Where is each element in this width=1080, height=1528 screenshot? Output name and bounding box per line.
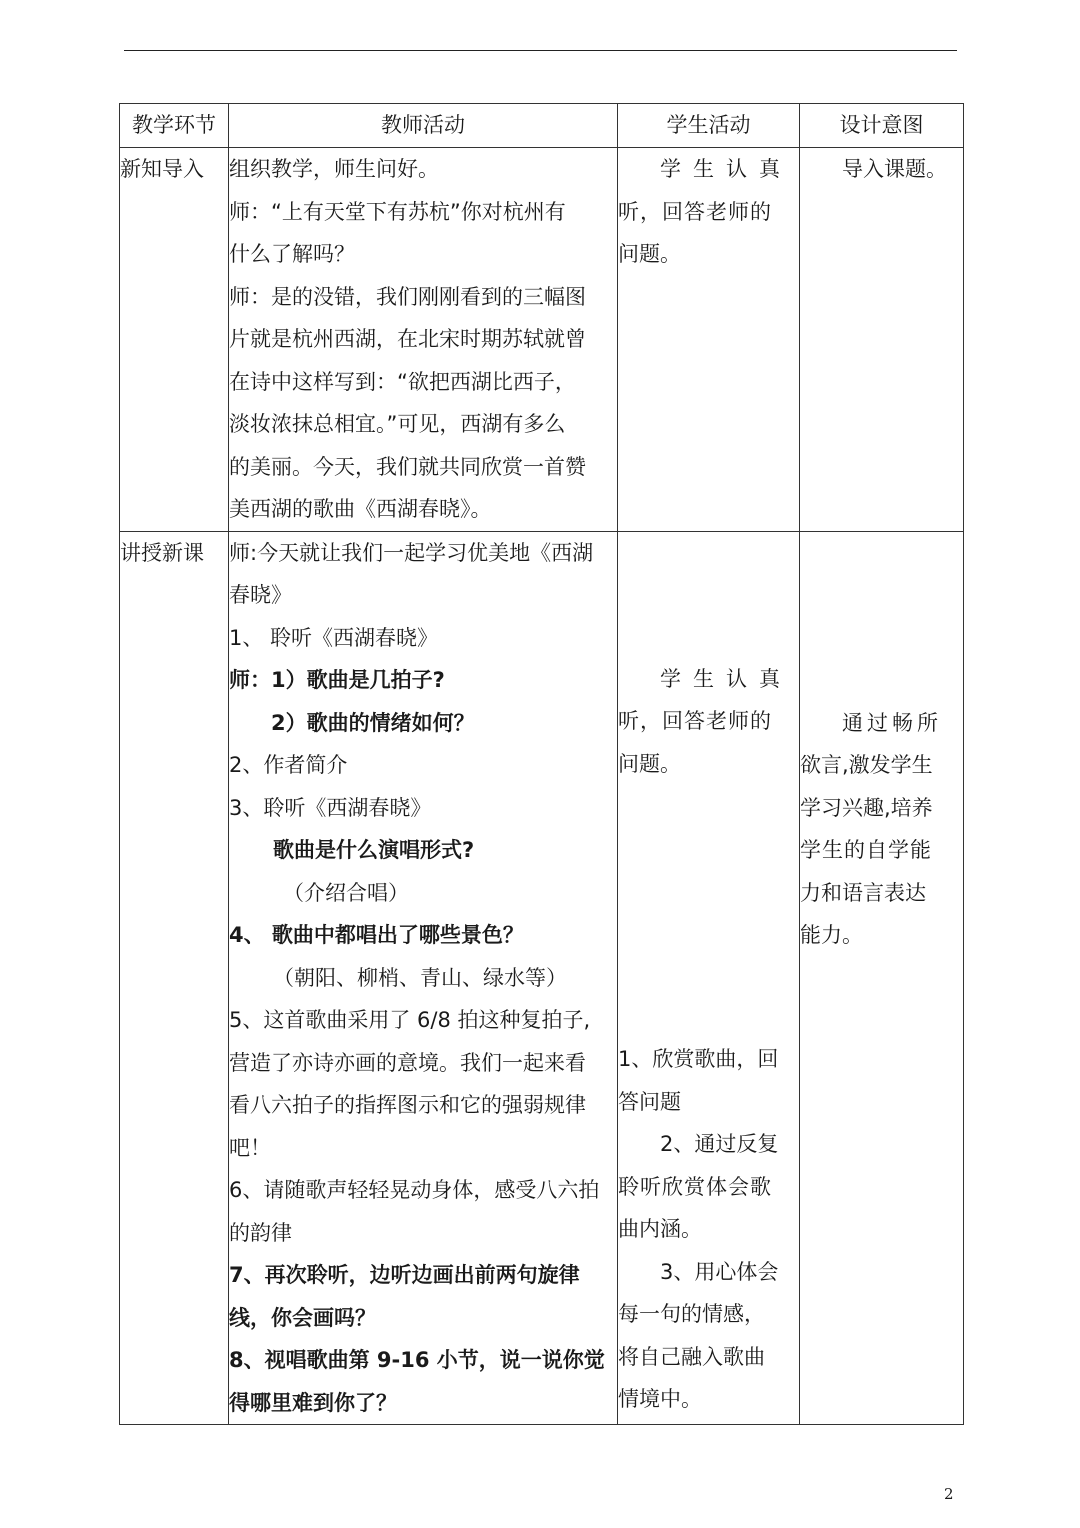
teacher-line: 线，你会画吗？ bbox=[229, 1305, 376, 1330]
teacher-line: （朝阳、柳梢、青山、绿水等） bbox=[273, 965, 567, 990]
student-activity-cell bbox=[618, 148, 800, 532]
teacher-activity-cell bbox=[229, 531, 618, 1425]
teacher-line: 师：“上有天堂下有苏杭”你对杭州有 bbox=[229, 199, 566, 224]
teacher-activity-cell bbox=[229, 148, 618, 532]
stage-cell: 讲授新课 bbox=[120, 531, 229, 1425]
intent-line: 欲言,激发学生 bbox=[800, 753, 933, 777]
student-line: 2、通过反复 bbox=[660, 1132, 779, 1156]
student-line: 学生认真 bbox=[660, 666, 792, 691]
teacher-line: 的美丽。今天，我们就共同欣赏一首赞 bbox=[229, 454, 586, 479]
student-line: 问题。 bbox=[618, 242, 681, 266]
teacher-line: 营造了亦诗亦画的意境。我们一起来看 bbox=[229, 1050, 586, 1075]
teacher-line: 歌曲是什么演唱形式? bbox=[273, 838, 475, 862]
student-line: 听，回答老师的 bbox=[618, 709, 772, 733]
intent-line: 能力。 bbox=[800, 923, 863, 947]
teacher-line: 看八六拍子的指挥图示和它的强弱规律 bbox=[229, 1093, 586, 1117]
teacher-line: 4、 歌曲中都唱出了哪些景色？ bbox=[229, 923, 524, 947]
teacher-line: 吧！ bbox=[229, 1135, 271, 1160]
design-intent-cell bbox=[800, 148, 964, 532]
header-teacher-activity: 教师活动 bbox=[229, 104, 618, 148]
header-rule bbox=[124, 50, 957, 51]
table-row bbox=[120, 148, 964, 532]
teacher-line: 美西湖的歌曲《西湖春晓》。 bbox=[229, 497, 492, 521]
table-header-row bbox=[120, 104, 964, 148]
lesson-plan-table bbox=[119, 103, 964, 1425]
teacher-line: 师:今天就让我们一起学习优美地《西湖 bbox=[229, 540, 594, 565]
intent-line: 导入课题。 bbox=[842, 157, 947, 181]
student-line: 每一句的情感， bbox=[618, 1302, 765, 1326]
teacher-line: 在诗中这样写到：“欲把西湖比西子， bbox=[229, 369, 576, 394]
header-design-intent: 设计意图 bbox=[800, 104, 964, 148]
student-line: 聆听欣赏体会歌 bbox=[618, 1174, 772, 1199]
student-line: 3、用心体会 bbox=[660, 1259, 779, 1284]
teacher-line: 什么了解吗？ bbox=[229, 242, 355, 266]
intent-line: 学习兴趣,培养 bbox=[800, 795, 933, 820]
teacher-line: 6、请随歌声轻轻晃动身体，感受八六拍 bbox=[229, 1178, 600, 1202]
student-line: 曲内涵。 bbox=[618, 1217, 702, 1241]
header-student-activity: 学生活动 bbox=[618, 104, 800, 148]
student-line: 情境中。 bbox=[618, 1387, 702, 1411]
teacher-line: 片就是杭州西湖，在北宋时期苏轼就曾 bbox=[229, 327, 586, 351]
design-intent-cell bbox=[800, 531, 964, 1425]
teacher-line: 8、视唱歌曲第 9-16 小节，说一说你觉 bbox=[229, 1348, 605, 1372]
student-line: 答问题 bbox=[618, 1089, 681, 1114]
teacher-line: （介绍合唱） bbox=[283, 880, 409, 905]
teacher-line: 组织教学，师生问好。 bbox=[229, 157, 439, 181]
intent-line: 学生的自学能 bbox=[800, 838, 932, 862]
stage-cell: 新知导入 bbox=[120, 148, 229, 532]
student-line: 将自己融入歌曲 bbox=[618, 1344, 765, 1369]
teacher-line: 2、作者简介 bbox=[229, 753, 348, 777]
table-row bbox=[120, 531, 964, 1425]
teacher-line: 春晓》 bbox=[229, 583, 292, 607]
intent-line: 通过畅所 bbox=[842, 710, 942, 735]
student-activity-cell bbox=[618, 531, 800, 1425]
teacher-line: 的韵律 bbox=[229, 1220, 292, 1245]
teacher-line: 3、聆听《西湖春晓》 bbox=[229, 795, 432, 820]
page-number: 2 bbox=[944, 1485, 954, 1503]
teacher-line: 师：1）歌曲是几拍子? bbox=[229, 668, 445, 692]
student-line: 学生认真 bbox=[660, 157, 792, 181]
teacher-line: 师：是的没错，我们刚刚看到的三幅图 bbox=[229, 284, 586, 309]
teacher-line: 7、再次聆听，边听边画出前两句旋律 bbox=[229, 1263, 580, 1287]
student-line: 1、欣赏歌曲，回 bbox=[618, 1047, 779, 1071]
student-line: 问题。 bbox=[618, 751, 681, 776]
teacher-line: 2）歌曲的情绪如何？ bbox=[271, 710, 475, 735]
teacher-line: 5、这首歌曲采用了 6/8 拍这种复拍子, bbox=[229, 1008, 591, 1032]
student-line: 听，回答老师的 bbox=[618, 199, 772, 224]
teacher-line: 得哪里难到你了？ bbox=[229, 1390, 397, 1415]
intent-line: 力和语言表达 bbox=[800, 880, 926, 905]
teacher-line: 1、 聆听《西湖春晓》 bbox=[229, 625, 439, 650]
teacher-line: 淡妆浓抹总相宜。”可见，西湖有多么 bbox=[229, 412, 566, 436]
header-stage: 教学环节 bbox=[120, 104, 229, 148]
